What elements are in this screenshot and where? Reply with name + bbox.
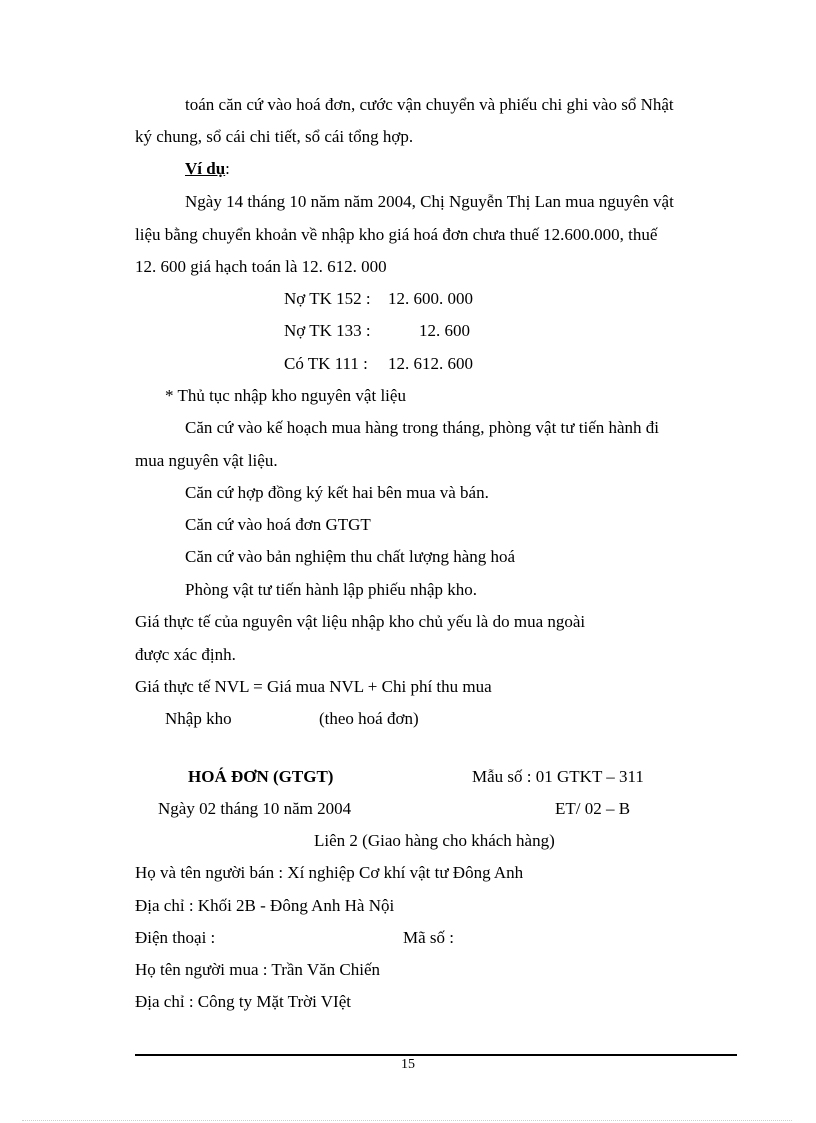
invoice-date: Ngày 02 tháng 10 năm 2004	[158, 799, 352, 818]
journal-entry-2-account: Nợ TK 133 :	[284, 321, 371, 340]
paragraph-4: Căn cứ hợp đồng ký kết hai bên mua và bán.	[185, 483, 489, 502]
formula-subscript-1: Nhập kho	[165, 709, 232, 728]
paragraph-8-line-1: Giá thực tế của nguyên vật liệu nhập kho chủ yếu là do mua ngoài	[135, 612, 586, 631]
footer-rule	[135, 1054, 737, 1056]
paragraph-8-line-2: được xác định.	[135, 645, 236, 664]
procedure-heading: * Thủ tục nhập kho nguyên vật liệu	[165, 386, 406, 405]
page-edge-dotted-line	[22, 1120, 792, 1121]
price-formula: Giá thực tế NVL = Giá mua NVL + Chi phí thu mua	[135, 677, 492, 696]
journal-entry-1-account: Nợ TK 152 :	[284, 289, 371, 308]
invoice-copy-label: Liên 2 (Giao hàng cho khách hàng)	[314, 831, 555, 850]
paragraph-5: Căn cứ vào hoá đơn GTGT	[185, 515, 371, 534]
example-colon: :	[225, 159, 230, 178]
invoice-buyer: Họ tên người mua : Trần Văn Chiến	[135, 960, 381, 979]
paragraph-6: Căn cứ vào bản nghiệm thu chất lượng hàng hoá	[185, 547, 516, 566]
journal-entry-1-amount: 12. 600. 000	[388, 289, 473, 308]
invoice-phone-label: Điện thoại :	[135, 928, 216, 947]
formula-subscript-2: (theo hoá đơn)	[319, 709, 419, 728]
paragraph-2-line-2: liệu bằng chuyển khoản về nhập kho giá hoá đơn chưa thuế 12.600.000, thuế	[135, 225, 658, 244]
example-heading	[185, 158, 230, 180]
journal-entry-2-amount: 12. 600	[419, 321, 470, 340]
paragraph-2-line-1: Ngày 14 tháng 10 năm năm 2004, Chị Nguyễn Thị Lan mua nguyên vật	[185, 192, 674, 211]
invoice-seller: Họ và tên người bán : Xí nghiệp Cơ khí vật tư Đông Anh	[135, 863, 524, 882]
invoice-serial: ET/ 02 – B	[555, 799, 631, 818]
paragraph-3-line-1: Căn cứ vào kế hoạch mua hàng trong tháng, phòng vật tư tiến hành đi	[185, 418, 660, 437]
example-label: Ví dụ	[185, 159, 226, 178]
invoice-tax-code-label: Mã số :	[403, 928, 454, 947]
paragraph-3-line-2: mua nguyên vật liệu.	[135, 451, 278, 470]
invoice-title: HOÁ ĐƠN (GTGT)	[188, 767, 334, 786]
journal-entry-3-account: Có TK 111 :	[284, 354, 368, 373]
paragraph-7: Phòng vật tư tiến hành lập phiếu nhập kho.	[185, 580, 478, 599]
page-number: 15	[401, 1057, 415, 1072]
paragraph-1-line-1: toán căn cứ vào hoá đơn, cước vận chuyển và phiếu chi ghi vào sổ Nhật	[185, 95, 674, 114]
invoice-form-number: Mẫu số : 01 GTKT – 311	[472, 767, 644, 786]
journal-entry-3-amount: 12. 612. 600	[388, 354, 473, 373]
invoice-seller-address: Địa chỉ : Khối 2B - Đông Anh Hà Nội	[135, 896, 395, 915]
paragraph-1-line-2: ký chung, sổ cái chi tiết, sổ cái tổng hợp.	[135, 127, 414, 146]
paragraph-2-line-3: 12. 600 giá hạch toán là 12. 612. 000	[135, 257, 387, 276]
invoice-buyer-address: Địa chỉ : Công ty Mặt Trời VIệt	[135, 992, 351, 1011]
